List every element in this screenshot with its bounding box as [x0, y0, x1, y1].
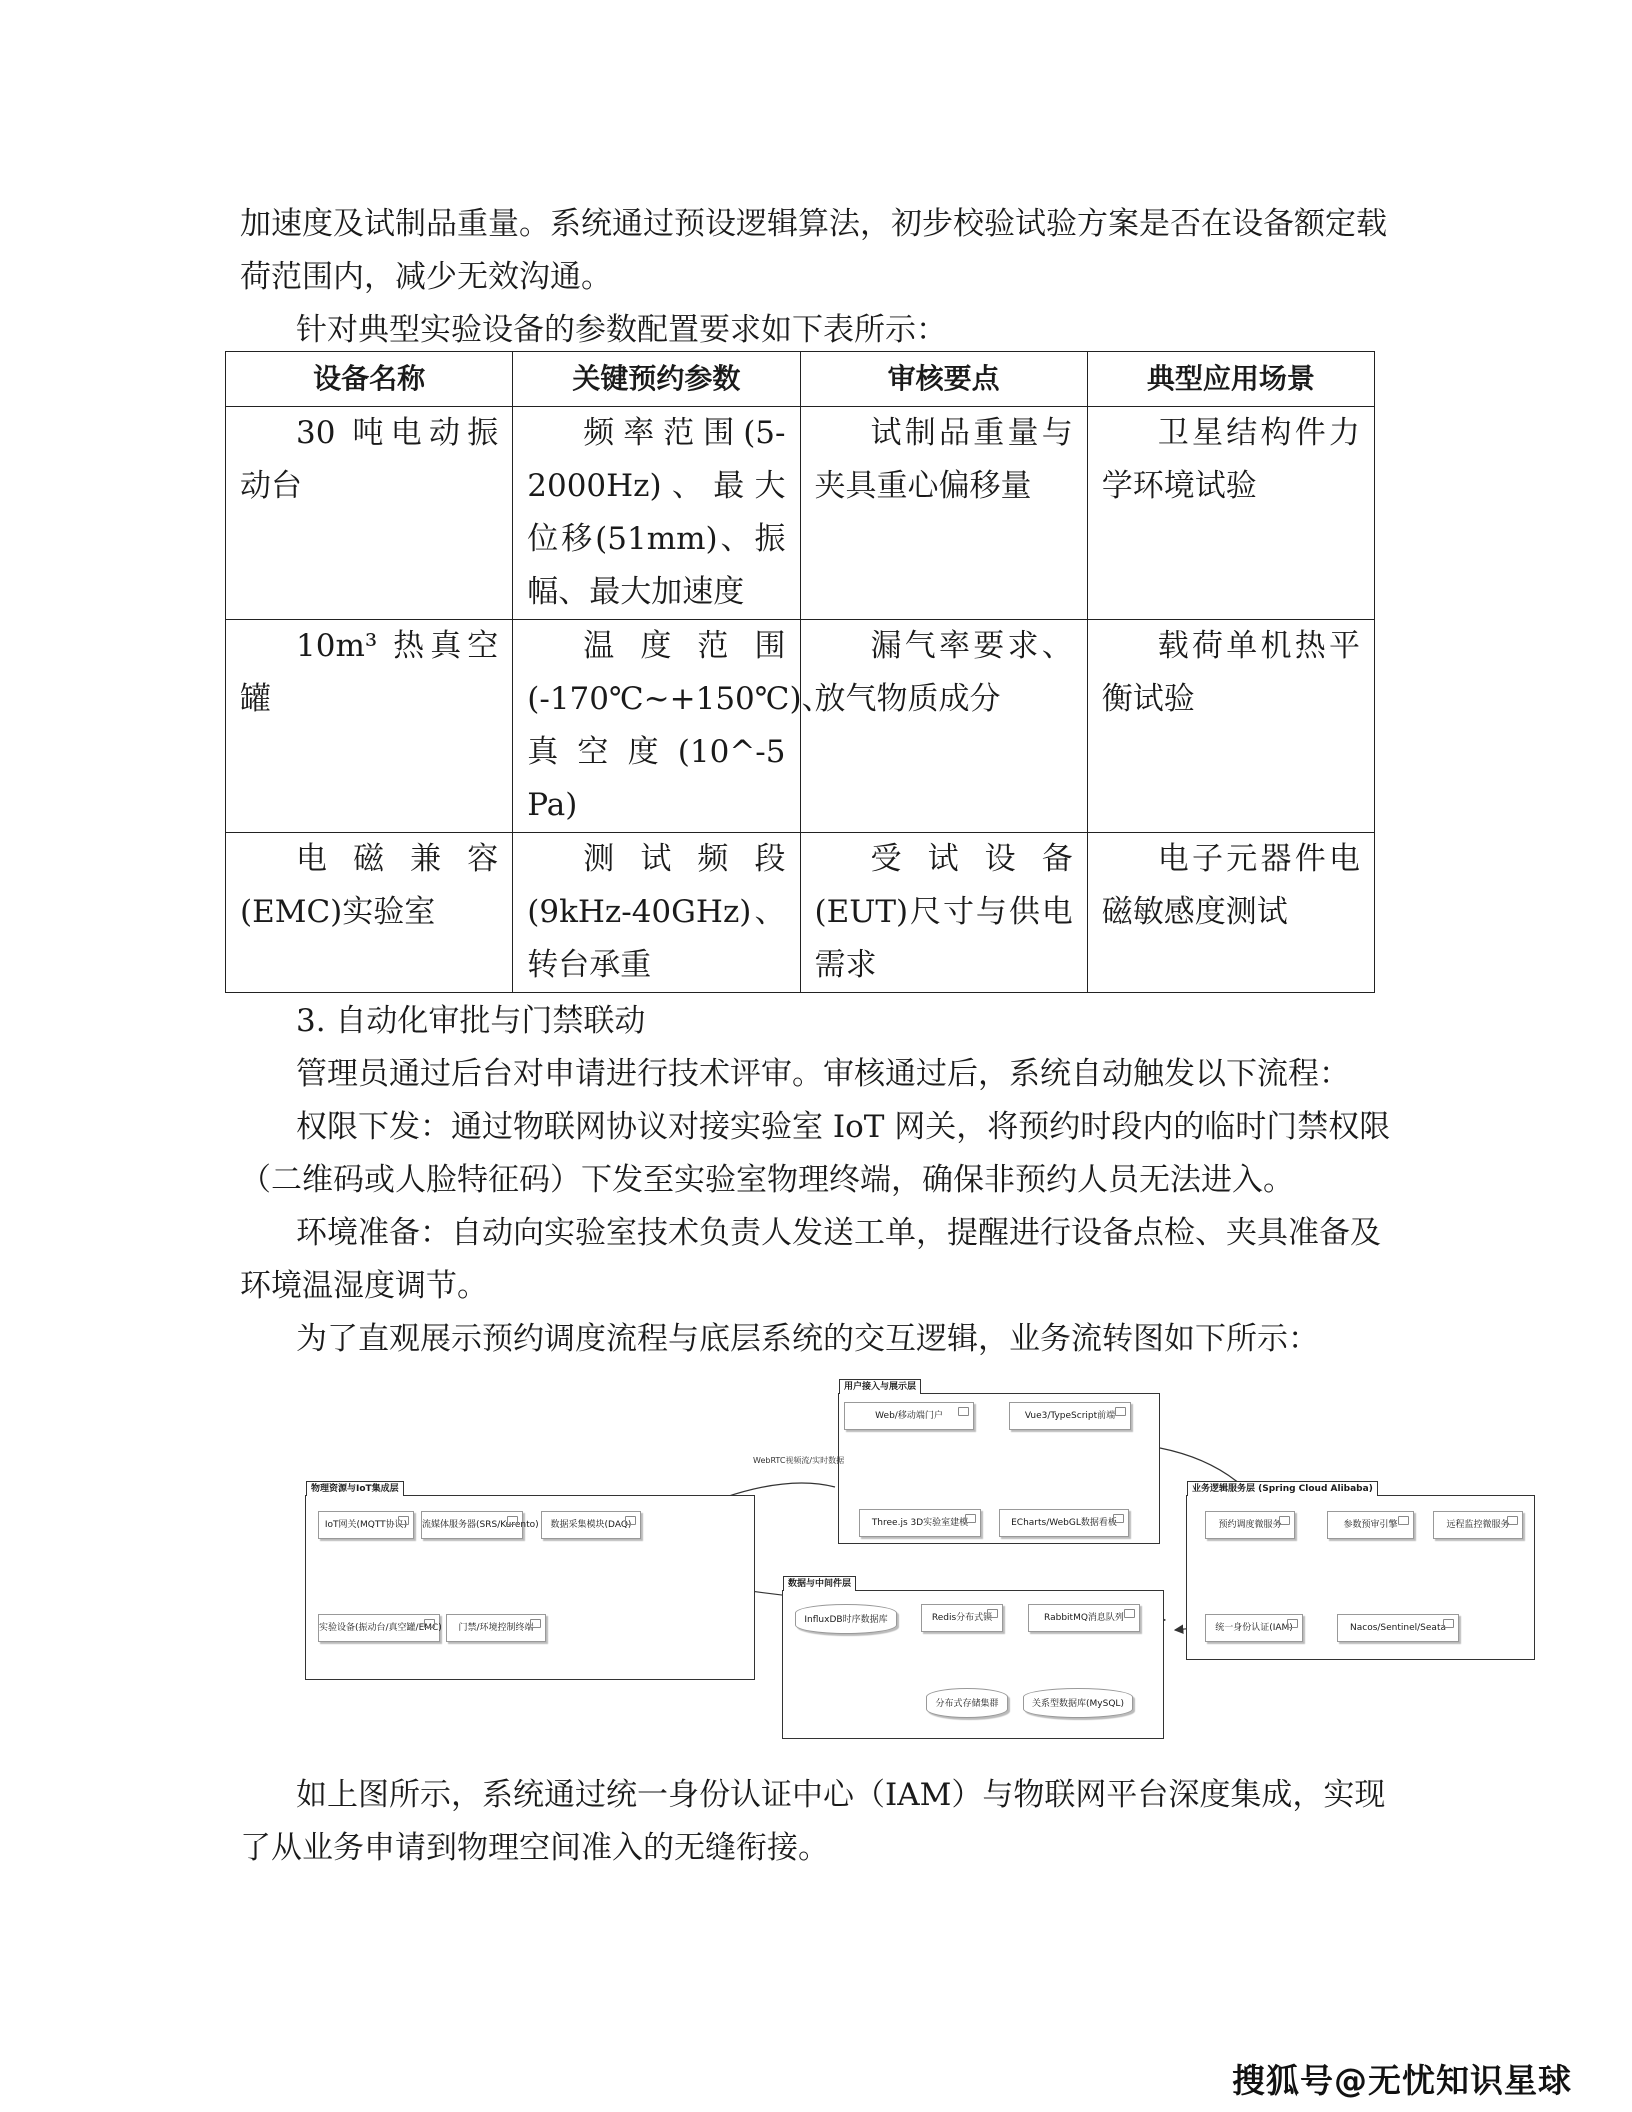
package-title: 业务逻辑服务层 (Spring Cloud Alibaba): [1187, 1481, 1378, 1496]
paragraph-conclusion: 如上图所示，系统通过统一身份认证中心（IAM）与物联网平台深度集成，实现了从业务申请到物理空间准入的无缝衔接。: [240, 1777, 1386, 1866]
component-mqtt-gateway: IoT网关(MQTT协议): [318, 1511, 414, 1539]
edge-label: WebRTC视频流/实时数据: [753, 1456, 845, 1465]
table-cell: 试制品重量与夹具重心偏移量: [800, 407, 1087, 620]
component-door-control: 门禁/环境控制终端: [446, 1614, 546, 1642]
table-cell: 电子元器件电磁敏感度测试: [1087, 833, 1374, 993]
package-biz-layer: [1186, 1484, 1535, 1660]
table-header-cell: 关键预约参数: [513, 352, 800, 407]
table-cell: 漏气率要求、放气物质成分: [800, 620, 1087, 833]
component-redis-lock: Redis分布式锁: [921, 1604, 1003, 1632]
component-rabbitmq: RabbitMQ消息队列: [1028, 1604, 1140, 1632]
component-nacos: Nacos/Sentinel/Seata: [1337, 1614, 1459, 1642]
package-title: 数据与中间件层: [783, 1576, 856, 1591]
table-cell: 频率范围(5-2000Hz)、最大位移(51mm)、振幅、最大加速度: [513, 407, 800, 620]
component-icon: [424, 1619, 435, 1628]
paragraph-permission: 权限下发：通过物联网协议对接实验室 IoT 网关，将预约时段内的临时门禁权限（二维码或人脸特征码）下发至实验室物理终端，确保非预约人员无法进入。: [240, 1109, 1391, 1198]
component-scheduler: 预约调度微服务: [1205, 1511, 1295, 1539]
paragraph-approval: 管理员通过后台对申请进行技术评审。审核通过后，系统自动触发以下流程：: [296, 1056, 1350, 1092]
component-icon: [625, 1516, 636, 1525]
component-icon: [530, 1619, 541, 1628]
database-influxdb: InfluxDB时序数据库: [795, 1604, 897, 1634]
component-param-engine: 参数预审引擎: [1327, 1511, 1414, 1539]
component-web-portal: Web/移动端门户: [844, 1402, 974, 1430]
package-user-layer: [838, 1382, 1160, 1544]
table-cell: 载荷单机热平衡试验: [1087, 620, 1374, 833]
package-title: 用户接入与展示层: [839, 1379, 921, 1394]
table-cell: 卫星结构件力学环境试验: [1087, 407, 1374, 620]
package-data-layer: [782, 1579, 1164, 1739]
table-cell: 10m³ 热真空罐: [226, 620, 513, 833]
component-threejs: Three.js 3D实验室建模: [859, 1509, 981, 1537]
table-row: [226, 407, 1375, 620]
package-title: 物理资源与IoT集成层: [306, 1481, 404, 1496]
component-icon: [507, 1516, 518, 1525]
section-heading: 3. 自动化审批与门禁联动: [296, 1003, 646, 1039]
component-icon: [1507, 1516, 1518, 1525]
paragraph-environment: 环境准备：自动向实验室技术负责人发送工单，提醒进行设备点检、夹具准备及环境温湿度调节。: [240, 1215, 1381, 1304]
component-icon: [1443, 1619, 1454, 1628]
table-header-cell: 典型应用场景: [1087, 352, 1374, 407]
table-row: [226, 833, 1375, 993]
component-icon: [398, 1516, 409, 1525]
table-header-row: [226, 352, 1375, 407]
database-mysql: 关系型数据库(MySQL): [1023, 1688, 1133, 1718]
component-icon: [1115, 1407, 1126, 1416]
component-remote-monitor: 远程监控微服务: [1433, 1511, 1523, 1539]
table-cell: 测试频段(9kHz-40GHz)、转台承重: [513, 833, 800, 993]
component-icon: [987, 1609, 998, 1618]
table-header-cell: 设备名称: [226, 352, 513, 407]
paragraph-table-intro: 针对典型实验设备的参数配置要求如下表所示：: [296, 312, 947, 348]
component-icon: [958, 1407, 969, 1416]
component-lab-equipment: 实验设备(振动台/真空罐/EMC): [318, 1614, 440, 1642]
component-echarts: ECharts/WebGL数据看板: [999, 1509, 1129, 1537]
paragraph-continuation: 加速度及试制品重量。系统通过预设逻辑算法，初步校验试验方案是否在设备额定载荷范围内，减少无效沟通。: [240, 206, 1387, 295]
component-icon: [965, 1514, 976, 1523]
paragraph-diagram-intro: 为了直观展示预约调度流程与底层系统的交互逻辑，业务流转图如下所示：: [296, 1321, 1319, 1357]
database-dfs: 分布式存储集群: [926, 1688, 1008, 1718]
table-cell: 温度范围(-170℃~+150℃)、真空度(10^-5 Pa): [513, 620, 800, 833]
table-cell: 受试设备(EUT)尺寸与供电需求: [800, 833, 1087, 993]
component-iam: 统一身份认证(IAM): [1205, 1614, 1303, 1642]
component-icon: [1287, 1619, 1298, 1628]
component-media-server: 流媒体服务器(SRS/Kurento): [421, 1511, 523, 1539]
table-cell: 30 吨电动振动台: [226, 407, 513, 620]
component-icon: [1279, 1516, 1290, 1525]
component-daq: 数据采集模块(DAQ): [541, 1511, 641, 1539]
component-icon: [1124, 1609, 1135, 1618]
table-header-cell: 审核要点: [800, 352, 1087, 407]
component-vue-frontend: Vue3/TypeScript前端: [1009, 1402, 1131, 1430]
table-cell: 电磁兼容(EMC)实验室: [226, 833, 513, 993]
watermark: 搜狐号@无忧知识星球: [1232, 2061, 1572, 2100]
package-iot-layer: [305, 1484, 755, 1680]
table-row: [226, 620, 1375, 833]
component-icon: [1113, 1514, 1124, 1523]
architecture-diagram: [300, 1380, 1550, 1760]
equipment-params-table: [225, 351, 1375, 993]
component-icon: [1398, 1516, 1409, 1525]
